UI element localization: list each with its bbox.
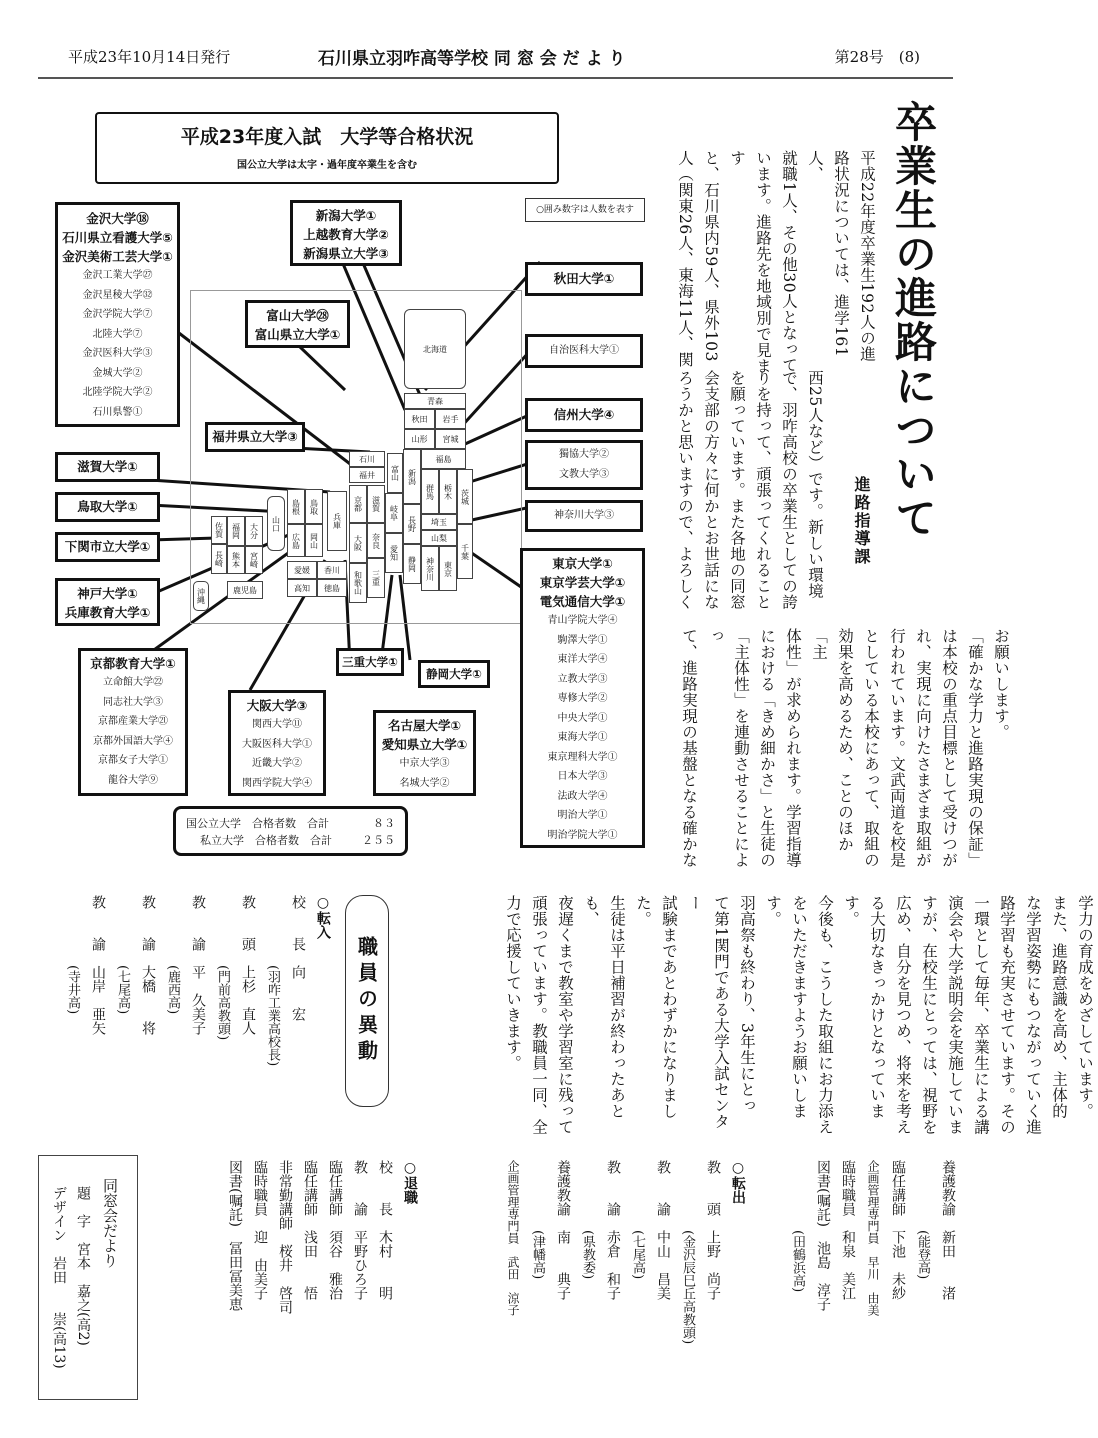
staff-name: 武田 涼子 xyxy=(506,1256,520,1316)
university-entry: 石川県立看護大学⑤ xyxy=(62,230,173,245)
prefecture-nara: 奈良 xyxy=(367,523,385,558)
text-line: と、石川県内59人、県外103 xyxy=(702,150,720,362)
box-kyoto xyxy=(78,648,188,796)
credit-design: デザイン 岩田 崇(高13) xyxy=(51,1186,67,1369)
box-shizuoka xyxy=(418,660,490,688)
box-shinshu xyxy=(525,398,643,432)
university-entry: 京都教育大学① xyxy=(90,656,176,671)
staff-role: 企画管理専門員 xyxy=(866,1160,880,1244)
prefecture-kumamoto: 熊本 xyxy=(227,546,245,574)
staff-role: 臨任講師 xyxy=(890,1160,906,1216)
article-block-2 xyxy=(672,370,828,620)
text-line: 「主体性」を連動させることによっ xyxy=(706,628,750,868)
staff-origin: (田鶴浜高) xyxy=(790,1230,805,1293)
university-entry: 金沢大学⑱ xyxy=(86,211,149,226)
university-entry: 新潟県立大学③ xyxy=(303,246,389,261)
prefecture-fukushima: 福島 xyxy=(421,449,466,469)
prefecture-mie: 三重 xyxy=(367,558,385,598)
university-entry: 金沢星稜大学㉜ xyxy=(82,289,153,301)
staff-entry xyxy=(650,1160,675,1400)
box-kanagawa xyxy=(525,500,643,532)
total-row-national xyxy=(186,815,395,832)
page-header xyxy=(60,40,940,70)
box-niigata xyxy=(290,200,402,266)
text-line: て第1関門である大学入試センター xyxy=(686,895,730,1130)
prefecture-iwate: 岩手 xyxy=(435,409,466,429)
staff-entry xyxy=(935,1160,960,1400)
total-value: ２５５ xyxy=(362,834,395,847)
staff-entry xyxy=(322,1160,347,1400)
retirement-heading: ○退職 xyxy=(402,1160,418,1204)
staff-destination: (金沢辰巳丘高教頭) xyxy=(680,1230,695,1345)
box-toyama xyxy=(245,300,350,348)
prefecture-ibaraki: 茨城 xyxy=(457,469,473,524)
total-row-private xyxy=(186,832,395,849)
text-line: 効果を高めるため、ことのほか「主 xyxy=(810,628,854,852)
prefecture-shimane: 島根 xyxy=(287,489,305,524)
university-entry: 東京大学① xyxy=(552,556,613,571)
staff-entry xyxy=(135,895,160,1135)
staff-role: 校 長 xyxy=(290,895,306,951)
text-line: 西25人など）です。新しい環境 xyxy=(806,370,824,599)
text-line: すが、在校生にとっては、視野を xyxy=(920,895,938,1135)
staff-role: 企画管理専門員 xyxy=(506,1160,520,1244)
prefecture-kagoshima: 鹿児島 xyxy=(227,581,263,599)
box-osaka xyxy=(228,690,326,796)
text-line: 頑張っています。教職員一同、全 xyxy=(530,895,548,1135)
staff-entry xyxy=(600,1160,625,1400)
box-akita xyxy=(525,262,643,296)
credit-calligraphy: 題 字 宮本 嘉之(高2) xyxy=(75,1186,91,1346)
university-entry: 中京大学③ xyxy=(399,758,450,769)
university-entry: 大阪大学③ xyxy=(246,698,308,713)
article-block-4 xyxy=(500,895,1098,1145)
prefecture-akita: 秋田 xyxy=(404,409,435,429)
staff-name: 向 宏 xyxy=(290,965,306,1021)
box-tottori xyxy=(55,492,160,522)
text-line: 学力の育成をめざしています。 xyxy=(1076,895,1094,1119)
staff-role: 教 諭 xyxy=(190,895,206,951)
text-line: 就職1人、その他30人となって xyxy=(780,150,798,374)
text-line: 行われています。文武両道を校是 xyxy=(888,628,906,868)
prefecture-gifu: 岐阜 xyxy=(385,493,403,533)
staff-origin: (七尾高) xyxy=(115,965,130,1015)
university-entry: 近畿大学② xyxy=(252,758,302,769)
staff-changes-title: 職員の異動 xyxy=(354,936,379,1066)
admissions-subtitle: 国公立大学は太字・過年度卒業生を含む xyxy=(237,160,417,171)
staff-entry xyxy=(222,1160,247,1400)
text-line: な学習姿勢にもつながっていく進 xyxy=(1024,895,1042,1135)
staff-role: 養護教諭 xyxy=(555,1160,571,1216)
staff-entry xyxy=(500,1160,525,1400)
staff-role: 教 諭 xyxy=(352,1160,368,1216)
totals-box xyxy=(173,806,408,856)
staff-name: 大橋 将 xyxy=(140,965,156,1035)
prefecture-yamaguchi: 山口 xyxy=(267,496,285,551)
prefecture-hyogo: 兵庫 xyxy=(327,491,347,551)
university-entry: 新潟大学① xyxy=(315,208,377,223)
header-divider xyxy=(38,77,953,79)
staff-entry xyxy=(235,895,260,1135)
university-entry: 日本大学③ xyxy=(557,771,608,782)
prefecture-kanagawa: 神奈川 xyxy=(421,546,439,591)
prefecture-kyoto: 京都 xyxy=(349,485,367,523)
staff-role: 養護教諭 xyxy=(940,1160,956,1216)
text-line: 力で応援していきます。 xyxy=(504,895,522,1071)
staff-name: 山岸 亜矢 xyxy=(90,965,106,1035)
prefecture-gunma: 群馬 xyxy=(421,469,439,514)
staff-role: 臨任講師 xyxy=(302,1160,318,1216)
university-entry: 自治医科大学① xyxy=(549,345,619,356)
staff-name: 木村 明 xyxy=(377,1230,393,1300)
staff-role: 臨時職員 xyxy=(252,1160,268,1216)
transfer-in-list-continued xyxy=(785,1160,960,1400)
staff-entry xyxy=(700,1160,725,1400)
circled-number-legend: ○囲み数字は人数を表す xyxy=(525,198,645,222)
staff-name: 新田 渚 xyxy=(940,1230,956,1300)
staff-name: 南 典子 xyxy=(555,1230,571,1300)
staff-role: 教 諭 xyxy=(140,895,156,951)
text-line: る大切なきっかけとなっています。 xyxy=(842,895,886,1119)
box-tochigi xyxy=(525,334,643,368)
box-saitama xyxy=(525,440,643,490)
prefecture-ehime: 愛媛 xyxy=(287,561,317,579)
prefecture-oita: 大分 xyxy=(245,516,263,546)
text-line: は本校の重点目標として受けつが xyxy=(940,628,958,868)
university-entry: 金沢医科大学③ xyxy=(82,348,153,359)
university-entry: 愛知県立大学① xyxy=(381,737,468,752)
university-entry: 大阪医科大学① xyxy=(242,738,312,750)
prefecture-kagawa: 香川 xyxy=(317,561,347,579)
university-entry: 東洋大学④ xyxy=(557,654,608,665)
text-line: また、進路意識を高め、主体的 xyxy=(1050,895,1068,1119)
staff-destination: (県教委) xyxy=(580,1230,595,1280)
university-entry: 静岡大学① xyxy=(426,667,482,681)
university-entry: 神奈川大学③ xyxy=(554,510,614,521)
university-entry: 金沢工業大学㉗ xyxy=(82,270,153,281)
text-line: 今後も、こうした取組にお力添え xyxy=(816,895,834,1135)
university-entry: 京都産業大学㉑ xyxy=(98,716,168,727)
staff-name: 早川 由美 xyxy=(866,1256,880,1316)
text-line: ろうかと思いますので、よろしく xyxy=(676,370,694,610)
university-entry: 関西大学⑪ xyxy=(252,719,302,730)
university-entry: 秋田大学① xyxy=(553,271,615,286)
staff-origin: (寺井高) xyxy=(65,965,80,1015)
text-line: 羽高祭も終わり、3年生にとっ xyxy=(738,895,756,1114)
staff-role: 非常勤講師 xyxy=(277,1160,293,1230)
university-entry: 富山県立大学① xyxy=(254,327,341,342)
university-entry: 獨協大学② xyxy=(559,449,609,460)
text-line: における「きめ細かさ」と生徒の xyxy=(758,628,776,868)
text-line: 広め、自分を見つめ、将来を考え xyxy=(894,895,912,1135)
credits-title: 同窓会だより xyxy=(101,1178,119,1268)
staff-name: 冨田冨美恵 xyxy=(227,1240,243,1311)
article-block-3 xyxy=(676,628,1014,878)
staff-entry xyxy=(247,1160,272,1400)
staff-role: 臨時職員 xyxy=(840,1160,856,1216)
staff-name: 平 久美子 xyxy=(190,965,206,1035)
text-line: 試験まであとわずかになりました。 xyxy=(634,895,678,1119)
university-entry: 神戸大学① xyxy=(77,586,138,601)
admissions-title-banner xyxy=(95,112,559,184)
total-label: 私立大学 合格者数 合計 xyxy=(200,834,332,847)
university-entry: 鳥取大学① xyxy=(77,499,138,514)
text-line: をいただきますようお願いします。 xyxy=(764,895,808,1119)
university-entry: 金沢美術工芸大学① xyxy=(62,249,173,264)
credits-box xyxy=(38,1155,138,1400)
prefecture-aomori: 青森 xyxy=(404,393,466,409)
university-entry: 電気通信大学① xyxy=(539,594,626,609)
staff-name: 下池 未紗 xyxy=(890,1230,906,1300)
prefecture-chiba: 千葉 xyxy=(457,524,473,579)
staff-origin: (門前高教頭) xyxy=(215,965,230,1041)
prefecture-kochi: 高知 xyxy=(287,579,317,597)
staff-role: 図書(嘱託) xyxy=(227,1160,243,1227)
japan-map xyxy=(190,290,522,624)
box-aichi xyxy=(373,710,476,796)
university-entry: 三重大学① xyxy=(342,655,398,669)
text-line: て、進路実現の基盤となる確かな xyxy=(680,628,698,868)
staff-name: 迎 由美子 xyxy=(252,1230,268,1300)
university-entry: 兵庫教育大学① xyxy=(64,605,151,620)
staff-entry xyxy=(835,1160,860,1400)
university-entry: 金沢学院大学⑦ xyxy=(82,309,153,320)
prefecture-hokkaido: 北海道 xyxy=(404,309,466,389)
transfer-out-heading: ○転出 xyxy=(730,1160,746,1204)
admissions-title: 平成23年度入試 大学等合格状況 xyxy=(180,126,474,148)
prefecture-saga: 佐賀 xyxy=(211,516,227,544)
retirement-list xyxy=(222,1160,422,1400)
prefecture-hiroshima: 広島 xyxy=(287,524,305,557)
university-entry: 金城大学② xyxy=(92,367,143,379)
staff-role: 教 諭 xyxy=(655,1160,671,1216)
staff-name: 上杉 直人 xyxy=(240,965,256,1035)
university-entry: 滋賀大学① xyxy=(77,459,138,474)
prefecture-wakayama: 和歌山 xyxy=(349,563,367,603)
text-line: りを持って、頑張ってくれること xyxy=(754,370,772,610)
university-entry: 立命館大学㉒ xyxy=(103,677,163,688)
university-entry: 立教大学③ xyxy=(557,673,608,685)
text-line: 会支部の方々に何かとお世話にな xyxy=(702,370,720,610)
university-entry: 文教大学③ xyxy=(559,468,609,480)
staff-entry xyxy=(85,895,110,1135)
text-line: を願っています。また各地の同窓 xyxy=(728,370,746,610)
staff-origin: (羽咋工業高校長) xyxy=(265,965,280,1067)
university-entry: 下関市立大学① xyxy=(64,539,151,554)
staff-entry xyxy=(860,1160,885,1400)
university-entry: 関西学院大学④ xyxy=(242,777,312,789)
university-entry: 北陸大学⑦ xyxy=(92,328,143,340)
box-fukui xyxy=(205,422,305,452)
staff-role: 図書(嘱託) xyxy=(815,1160,831,1227)
prefecture-yamanashi: 山梨 xyxy=(421,530,457,546)
staff-name: 赤倉 和子 xyxy=(605,1230,621,1300)
prefecture-okinawa: 沖縄 xyxy=(193,581,209,611)
university-entry: 名古屋大学① xyxy=(387,718,462,733)
university-entry: 石川県警① xyxy=(92,406,143,418)
prefecture-nagasaki: 長崎 xyxy=(211,544,227,574)
university-entry: 龍谷大学⑨ xyxy=(108,774,158,786)
staff-role: 教 諭 xyxy=(90,895,106,951)
university-entry: 名城大学② xyxy=(399,777,450,789)
university-entry: 北陸学院大学② xyxy=(82,387,153,398)
university-entry: 専修大学② xyxy=(557,693,608,704)
text-line: 路状況については、進学161人、 xyxy=(806,150,850,358)
issue-number: 第28号 (8) xyxy=(834,48,920,66)
staff-changes-title-box xyxy=(345,895,389,1107)
prefecture-ishikawa: 石川 xyxy=(349,451,385,467)
staff-entry xyxy=(885,1160,910,1400)
text-line: います。進路先を地域別で見ます xyxy=(728,150,772,374)
prefecture-niigata: 新潟 xyxy=(403,449,421,504)
box-tokyo xyxy=(520,548,645,848)
prefecture-tokyo: 東京 xyxy=(439,546,457,591)
university-entry: 京都女子大学① xyxy=(98,755,168,766)
staff-role: 臨任講師 xyxy=(327,1160,343,1216)
staff-entry xyxy=(347,1160,372,1400)
staff-entry xyxy=(285,895,310,1135)
university-entry: 中央大学① xyxy=(557,712,608,724)
staff-name: 桜井 啓司 xyxy=(277,1244,293,1314)
university-entry: 駒澤大学① xyxy=(557,634,608,646)
staff-origin: (能登高) xyxy=(915,1230,930,1280)
university-entry: 東京学芸大学① xyxy=(539,575,626,590)
box-ishikawa xyxy=(55,202,180,427)
text-line: 路学習も充実させています。その xyxy=(998,895,1016,1135)
staff-role: 教 頭 xyxy=(705,1160,721,1216)
prefecture-fukui: 福井 xyxy=(349,467,385,483)
transfer-in-heading: ○転入 xyxy=(315,895,331,939)
transfer-out-list xyxy=(500,1160,750,1400)
prefecture-fukuoka: 福岡 xyxy=(227,516,245,546)
prefecture-yamagata: 山形 xyxy=(404,429,435,449)
staff-entry xyxy=(810,1160,835,1400)
prefecture-tokushima: 徳島 xyxy=(317,579,347,597)
university-entry: 東海大学① xyxy=(557,732,608,743)
text-line: 「確かな学力と進路実現の保証」 xyxy=(966,628,984,868)
staff-role: 教 諭 xyxy=(605,1160,621,1216)
staff-entry xyxy=(372,1160,397,1400)
staff-origin: (鹿西高) xyxy=(165,965,180,1015)
transfer-in-list xyxy=(60,895,335,1135)
text-line: お願いします。 xyxy=(992,628,1010,740)
staff-entry xyxy=(550,1160,575,1400)
university-entry: 法政大学④ xyxy=(557,790,608,802)
prefecture-nagano: 長野 xyxy=(403,504,421,544)
staff-destination: (七尾高) xyxy=(630,1230,645,1280)
box-shimonoseki xyxy=(55,532,160,562)
university-entry: 明治大学① xyxy=(557,810,608,821)
staff-name: 上野 尚子 xyxy=(705,1230,721,1300)
university-entry: 信州大学④ xyxy=(553,407,615,422)
staff-name: 中山 昌美 xyxy=(655,1230,671,1300)
prefecture-miyagi: 宮城 xyxy=(435,429,466,449)
text-line: れ、実現に向けたさまざま取組が xyxy=(914,628,932,868)
newsletter-title: 石川県立羽咋高等学校 同 窓 会 だ よ り xyxy=(318,49,626,69)
text-line: で、羽咋高校の卒業生としての誇 xyxy=(780,370,798,610)
staff-entry xyxy=(272,1160,297,1400)
issue-date: 平成23年10月14日発行 xyxy=(68,48,231,66)
box-mie xyxy=(336,648,404,676)
prefecture-saitama: 埼玉 xyxy=(421,514,457,530)
prefecture-okayama: 岡山 xyxy=(305,524,323,557)
text-line: 人（関東26人、東海11人、関 xyxy=(676,150,694,368)
university-entry: 同志社大学③ xyxy=(103,696,163,708)
staff-name: 和泉 美江 xyxy=(840,1230,856,1300)
staff-name: 須谷 雅治 xyxy=(327,1230,343,1300)
text-line: 生徒は平日補習が終わったあとも、 xyxy=(582,895,626,1119)
total-value: ８３ xyxy=(373,817,395,830)
university-entry: 東京理科大学① xyxy=(547,751,618,763)
university-entry: 青山学院大学④ xyxy=(547,615,618,626)
prefecture-shizuoka: 静岡 xyxy=(403,544,421,584)
university-entry: 上越教育大学② xyxy=(303,227,389,242)
university-entry: 明治学院大学① xyxy=(547,829,618,841)
prefecture-aichi: 愛知 xyxy=(385,533,403,573)
university-entry: 福井県立大学③ xyxy=(212,429,298,444)
article-block-1 xyxy=(672,150,880,380)
prefecture-tottori: 鳥取 xyxy=(305,489,323,524)
university-entry: 京都外国語大学④ xyxy=(93,735,173,747)
staff-entry xyxy=(297,1160,322,1400)
text-line: 夜遅くまで教室や学習室に残って xyxy=(556,895,574,1135)
prefecture-toyama: 富山 xyxy=(387,453,403,493)
text-line: 一環として毎年、卒業生による講 xyxy=(972,895,990,1135)
text-line: 演会や大学説明会を実施していま xyxy=(946,895,964,1135)
text-line: としている本校にあって、取組の xyxy=(862,628,880,868)
staff-destination: (津幡高) xyxy=(530,1230,545,1280)
staff-role: 教 頭 xyxy=(240,895,256,951)
text-line: 体性」が求められます。学習指導 xyxy=(784,628,802,868)
article-byline: 進路指導課 xyxy=(852,476,871,566)
article-title: 卒業生の進路について xyxy=(889,100,938,540)
prefecture-miyazaki: 宮崎 xyxy=(245,546,263,574)
university-entry: 富山大学㉘ xyxy=(266,308,329,323)
text-line: 平成22年度卒業生192人の進 xyxy=(858,150,876,362)
prefecture-osaka: 大阪 xyxy=(349,523,367,563)
box-shiga xyxy=(55,452,160,482)
staff-name: 浅田 悟 xyxy=(302,1230,318,1300)
staff-role: 校 長 xyxy=(377,1160,393,1216)
total-label: 国公立大学 合格者数 合計 xyxy=(186,817,329,830)
prefecture-tochigi: 栃木 xyxy=(439,469,457,514)
staff-name: 池島 淳子 xyxy=(815,1240,831,1311)
prefecture-shiga: 滋賀 xyxy=(367,485,385,523)
staff-entry xyxy=(185,895,210,1135)
box-hyogo xyxy=(55,578,160,626)
staff-name: 平野ひろ子 xyxy=(352,1230,368,1300)
